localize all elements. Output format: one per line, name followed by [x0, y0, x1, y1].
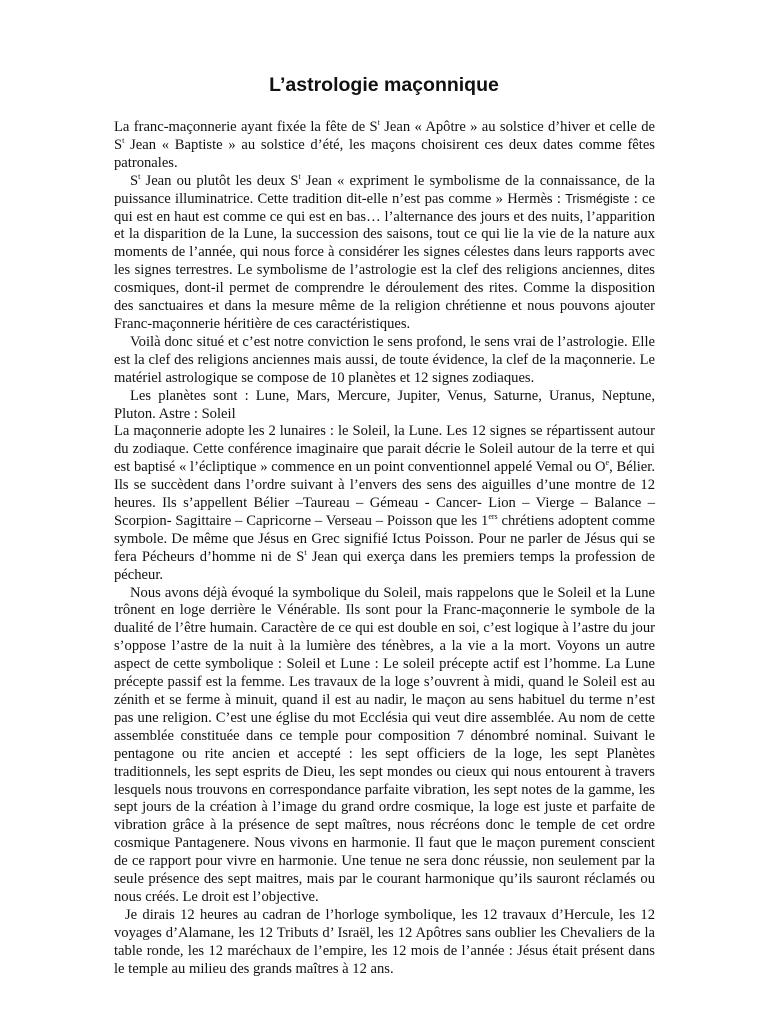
- text-run: Jean qui exerça dans les premiers temps la profession de pécheur.: [114, 548, 655, 583]
- text-run: , Bélier. Ils se succèdent dans l’ordre suivant à l’envers des sens des aiguilles d’une montre de 12 heures. Ils s’appellent Bélier –Taureau – Gémeau - Cancer- Lion – Vierge – Balance – Scorpion- Sagittaire – Capricorne – Verseau – Poisson que les 1: [114, 459, 655, 529]
- trismegiste-word: Trismégiste: [565, 191, 630, 206]
- page-title: L’astrologie maçonnique: [269, 74, 499, 96]
- paragraph-4: Les planètes sont : Lune, Mars, Mercure, Jupiter, Venus, Saturne, Uranus, Neptune, Pluton. Astre : Soleil: [114, 387, 655, 422]
- text-run: Jean « Apôtre » au solstice d’hiver et celle de S: [114, 119, 655, 153]
- text-run: Jean ou plutôt les deux S: [140, 172, 299, 189]
- paragraph-5: [114, 423, 655, 584]
- superscript: e: [605, 458, 610, 468]
- text-run: chrétiens adoptent comme symbole. De même que Jésus en Grec signifié Ictus Poisson. Pour ne parler de Jésus qui se fera Pécheurs d’homme ni de S: [114, 512, 655, 565]
- text-run: S: [130, 172, 139, 189]
- paragraph-3: Voilà donc situé et c’est notre conviction le sens profond, le sens vrai de l’astrologie. Elle est la clef des religions anciennes mais aussi, de toute évidence, la clef de la maçonnerie. Le matériel astrologique se compose de 10 planètes et 12 signes zodiaques.: [114, 333, 655, 386]
- superscript: t: [298, 171, 301, 181]
- text-run: Jean « Baptiste » au solstice d’été, les maçons choisirent ces deux dates comme fêtes patronales.: [114, 136, 655, 171]
- superscript: ers: [488, 511, 498, 521]
- superscript: t: [377, 118, 380, 127]
- paragraph-6: Nous avons déjà évoqué la symbolique du Soleil, mais rappelons que le Soleil et la Lune trônent en loge derrière le Vénérable. Ils sont pour la Franc-maçonnerie le symbole de la dualité de l’être humain. Caractère de ce qui est double en soi, c’est logique à l’astre du jour s’oppose l’astre de la nuit à la lumière des ténèbres, a la vie a la mort. Voyons un autre aspect de cette symbolique : Soleil et Lune : Le soleil précepte actif est l’homme. La Lune précepte passif est la femme. Les travaux de la loge s’ouvrent à midi, quand le Soleil est au zénith et se ferme à minuit, quand il est au nadir, le maçon au sens habituel du terme n’est pas une religion. C’est une église du mot Ecclésia qui veut dire assemblée. Au nom de cette assemblée constituée dans ce temple pour composition 7 dénombré nominal. Suivant le pentagone ou rite ancien et accepté : les sept officiers de la loge, les sept Planètes traditionnels, les sept esprits de Dieu, les sept mondes ou cieux qui nous entourent à travers lesquels nous trouvons en correspondance parfaite vibration, les sept notes de la gamme, les sept jours de la création à l’image du grand ordre cosmique, la loge est juste et parfaite de vibration grâce à la présence de sept maîtres, nous récréons donc le temple de cet ordre cosmique Pantagenere. Nous vivons en harmonie. Il faut que le maçon purement conscient de ce rapport pour vivre en harmonie. Une tenue ne sera donc réussie, non seulement par la seule présence des sept maitres, mais par le courant harmonique qu’ils sauront réclamés ou nous créés. Le droit est l’objective.: [114, 584, 655, 905]
- text-run: : ce qui est en haut est comme ce qui est en bas… l’alternance des jours et des nuits, l’apparition et la disparition de la Lune, la succession des saisons, tout ce qui lie la vie de la nature aux moments de l’année, qui nous force à considérer les signes célestes dans leurs rapports avec les signes terrestres. Le symbolisme de l’astrologie est la clef des religions anciennes, dites cosmiques, dont-il permet de comprendre le déroulement des rites. Comme la disposition des sanctuaires et dans la mesure même de la religion chrétienne et nous pouvons ajouter Franc-maçonnerie héritière de ces caractéristiques.: [114, 190, 656, 332]
- paragraph-7: Je dirais 12 heures au cadran de l’horloge symbolique, les 12 travaux d’Hercule, les 12 voyages d’Alamane, les 12 Tributs d’ Israël, les 12 Apôtres sans oublier les Chevaliers de la table ronde, les 12 maréchaux de l’empire, les 12 mois de l’année : Jésus était présent dans le temple au milieu des grands maîtres à 12 ans.: [114, 906, 655, 977]
- text-run: La maçonnerie adopte les 2 lunaires : le Soleil, la Lune. Les 12 signes se répartissent autour du zodiaque. Cette conférence imaginaire que parait décrie le Soleil autour de la terre et qui est baptisé « l’écliptique » commence en un point conventionnel appelé Vemal ou O: [114, 423, 655, 476]
- superscript: t: [122, 135, 125, 145]
- text-run: Jean « expriment le symbolisme de la connaissance, de la puissance illuminatrice. Cette tradition dit-elle n’est pas comme » Hermès :: [114, 172, 655, 207]
- paragraph-1: [114, 119, 655, 173]
- superscript: t: [138, 171, 141, 181]
- text-run: La franc-maçonnerie ayant fixée la fête de S: [114, 119, 378, 135]
- superscript: t: [304, 547, 307, 557]
- body-text: [114, 119, 655, 979]
- paragraph-2: [114, 173, 655, 334]
